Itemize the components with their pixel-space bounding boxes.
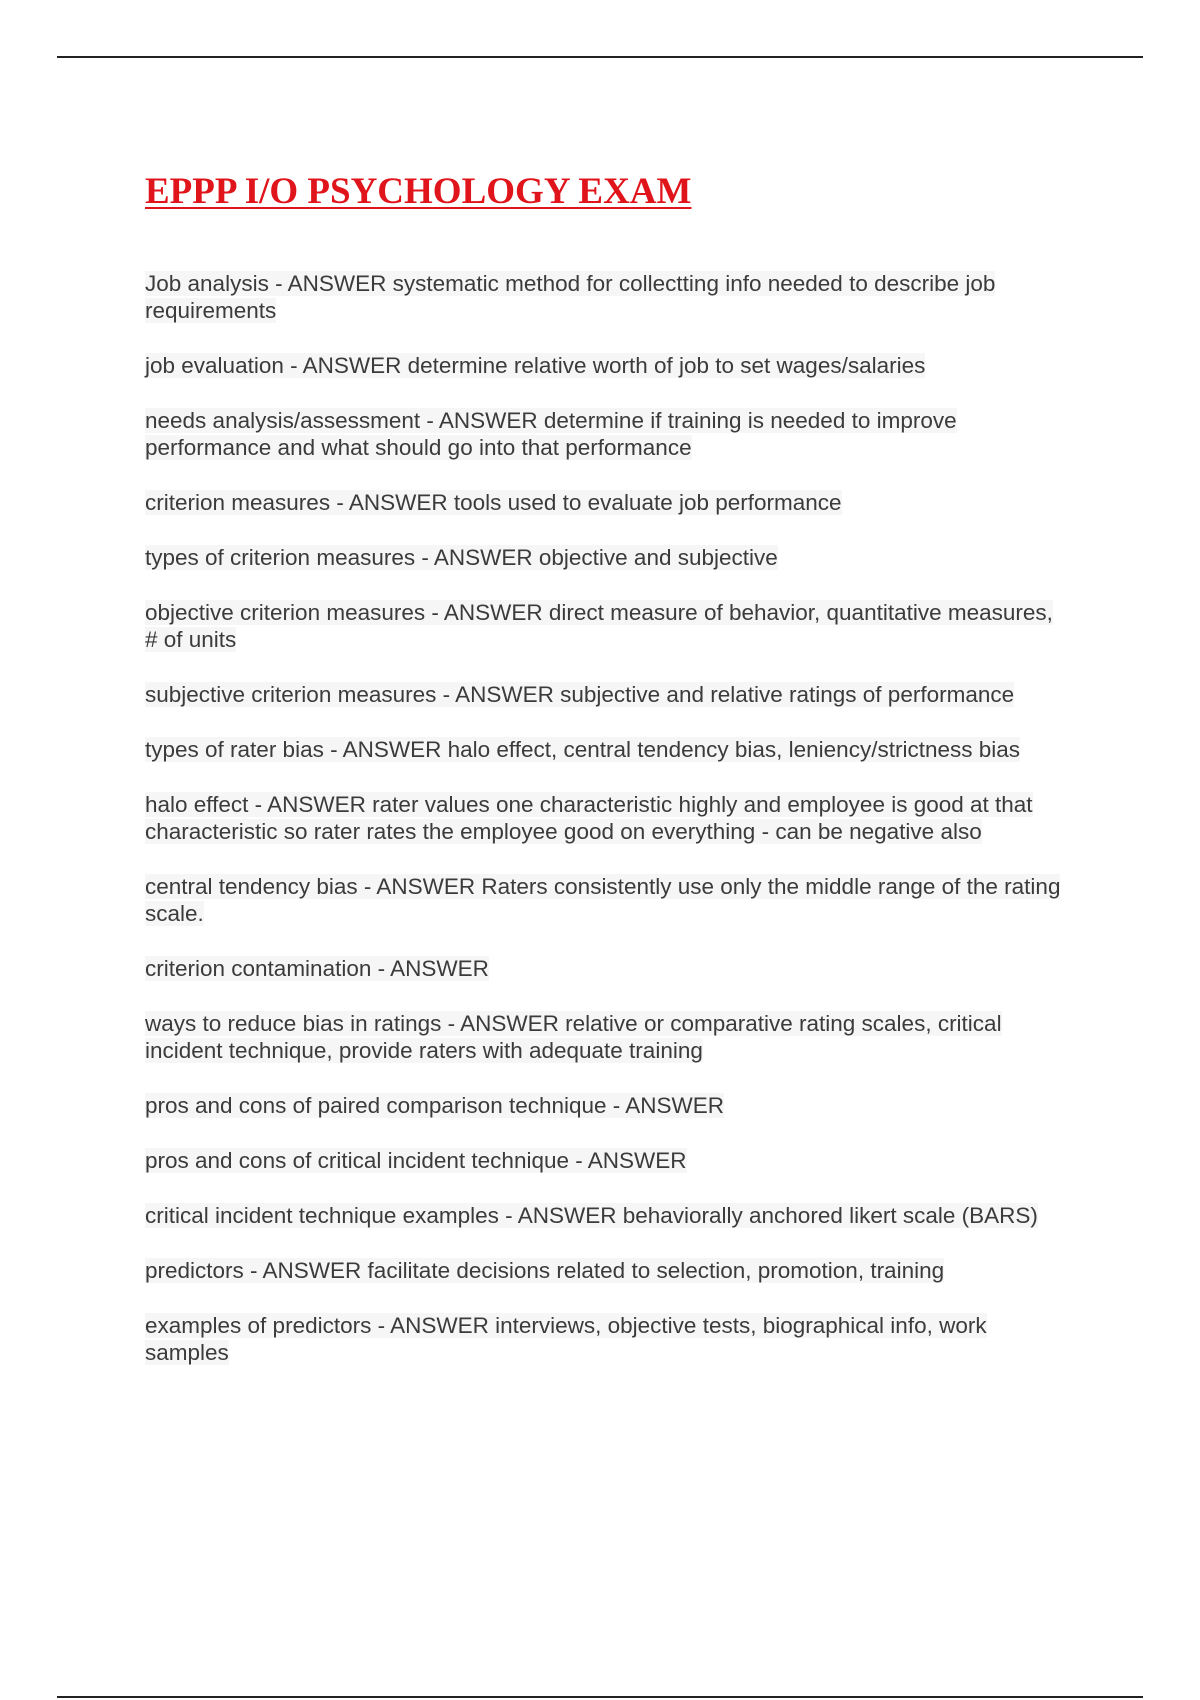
qa-text: central tendency bias - ANSWER Raters consistently use only the middle range of the rating scale. bbox=[145, 874, 1061, 926]
qa-text: objective criterion measures - ANSWER direct measure of behavior, quantitative measures, # of units bbox=[145, 600, 1053, 652]
list-item bbox=[145, 1202, 1065, 1229]
qa-text: halo effect - ANSWER rater values one characteristic highly and employee is good at that characteristic so rater rates the employee good on everything - can be negative also bbox=[145, 792, 1033, 844]
qa-text: pros and cons of paired comparison technique - ANSWER bbox=[145, 1093, 725, 1118]
list-item bbox=[145, 407, 1065, 461]
list-item bbox=[145, 270, 1065, 324]
list-item bbox=[145, 1147, 1065, 1174]
qa-text: pros and cons of critical incident technique - ANSWER bbox=[145, 1148, 687, 1173]
list-item bbox=[145, 873, 1065, 927]
list-item bbox=[145, 489, 1065, 516]
qa-text: criterion contamination - ANSWER bbox=[145, 956, 489, 981]
list-item bbox=[145, 736, 1065, 763]
qa-text: types of rater bias - ANSWER halo effect, central tendency bias, leniency/strictness bias bbox=[145, 737, 1020, 762]
qa-text: needs analysis/assessment - ANSWER determine if training is needed to improve performance and what should go into that performance bbox=[145, 408, 957, 460]
list-item bbox=[145, 1010, 1065, 1064]
qa-text: ways to reduce bias in ratings - ANSWER relative or comparative rating scales, critical incident technique, provide raters with adequate training bbox=[145, 1011, 1002, 1063]
qa-text: job evaluation - ANSWER determine relative worth of job to set wages/salaries bbox=[145, 353, 926, 378]
qa-text: examples of predictors - ANSWER interviews, objective tests, biographical info, work samples bbox=[145, 1313, 987, 1365]
bottom-rule bbox=[57, 1696, 1143, 1698]
top-rule bbox=[57, 56, 1143, 58]
list-item bbox=[145, 544, 1065, 571]
list-item bbox=[145, 1257, 1065, 1284]
list-item bbox=[145, 791, 1065, 845]
list-item bbox=[145, 352, 1065, 379]
qa-list bbox=[145, 270, 1065, 1394]
list-item bbox=[145, 1092, 1065, 1119]
list-item bbox=[145, 1312, 1065, 1366]
list-item bbox=[145, 955, 1065, 982]
qa-text: predictors - ANSWER facilitate decisions related to selection, promotion, training bbox=[145, 1258, 945, 1283]
list-item bbox=[145, 599, 1065, 653]
qa-text: Job analysis - ANSWER systematic method for collectting info needed to describe job requirements bbox=[145, 271, 996, 323]
qa-text: criterion measures - ANSWER tools used to evaluate job performance bbox=[145, 490, 842, 515]
qa-text: critical incident technique examples - ANSWER behaviorally anchored likert scale (BARS) bbox=[145, 1203, 1038, 1228]
qa-text: types of criterion measures - ANSWER objective and subjective bbox=[145, 545, 778, 570]
page-title: EPPP I/O PSYCHOLOGY EXAM bbox=[145, 171, 692, 212]
list-item bbox=[145, 681, 1065, 708]
qa-text: subjective criterion measures - ANSWER subjective and relative ratings of performance bbox=[145, 682, 1015, 707]
